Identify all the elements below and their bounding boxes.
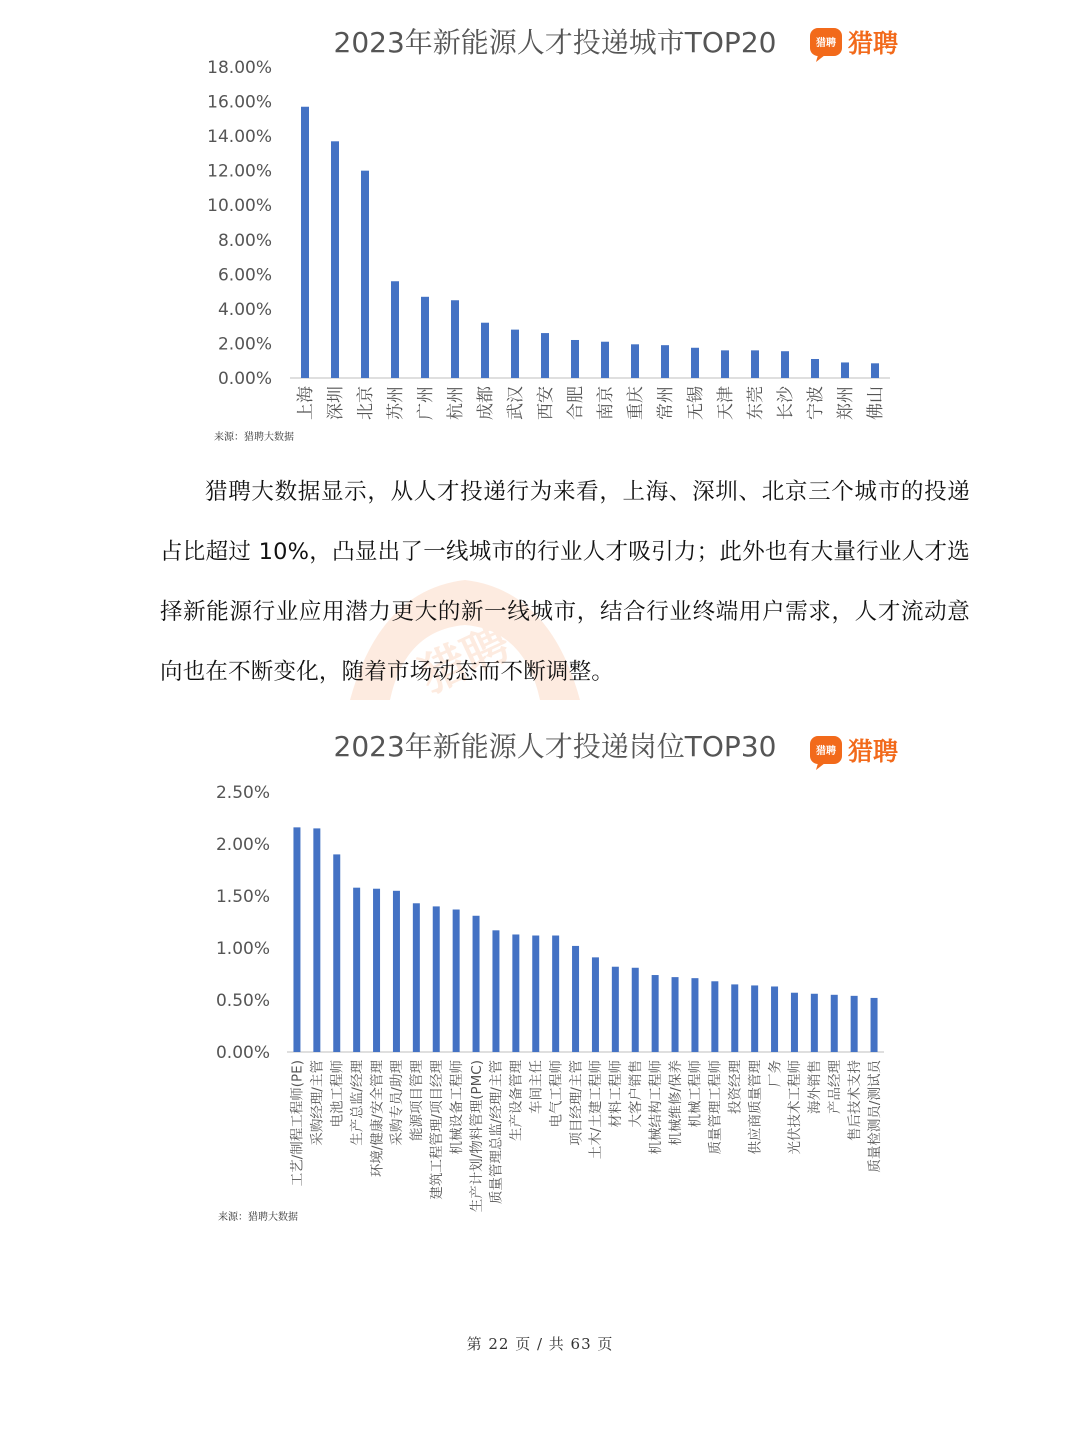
logo-badge-tail <box>816 763 825 770</box>
bar <box>572 946 579 1052</box>
bar <box>871 998 878 1052</box>
bar <box>811 359 819 378</box>
category-label: 苏州 <box>385 386 406 420</box>
y-tick-label: 0.50% <box>215 991 270 1011</box>
category-label: 机械维修/保养 <box>667 1060 684 1146</box>
category-label: 环境/健康/安全管理 <box>369 1060 386 1178</box>
bar <box>393 891 400 1052</box>
category-label: 生产设备管理 <box>508 1060 525 1141</box>
logo-badge-text: 猎聘 <box>816 746 836 757</box>
bar <box>331 141 339 378</box>
bar <box>481 323 489 378</box>
bar <box>672 977 679 1052</box>
bar <box>632 968 639 1052</box>
source-note: 来源：猎聘大数据 <box>218 1212 298 1223</box>
bar <box>771 986 778 1052</box>
watermark-text: 猎聘 <box>411 615 518 704</box>
category-label: 合肥 <box>565 386 586 420</box>
bar <box>313 828 320 1052</box>
bar <box>511 330 519 378</box>
page-footer: 第 22 页 / 共 63 页 <box>466 1335 614 1353</box>
category-label: 能源项目管理 <box>409 1060 426 1141</box>
category-label: 售后技术支持 <box>846 1060 863 1141</box>
bar <box>811 994 818 1052</box>
category-label: 杭州 <box>445 386 466 420</box>
category-label: 质量管理工程师 <box>707 1060 724 1155</box>
category-label: 投资经理 <box>727 1060 744 1114</box>
y-tick-label: 16.00% <box>207 92 272 113</box>
bar <box>492 930 499 1052</box>
bar <box>791 993 798 1052</box>
category-label: 西安 <box>535 386 556 420</box>
bar <box>451 300 459 378</box>
bar <box>361 171 369 378</box>
bar <box>871 363 879 378</box>
logo-badge-tail <box>816 55 825 62</box>
city-top20-chart <box>0 20 1080 450</box>
body-paragraph: 猎聘大数据显示，从人才投递行为来看，上海、深圳、北京三个城市的投递占比超过 10%，凸显出了一线城市的行业人才吸引力；此外也有大量行业人才选择新能源行业应用潜力更大的新一线城市，结合行业终端用户需求，人才流动意向也在不断变化，随着市场动态而不断调整。 <box>160 479 970 685</box>
bar <box>592 957 599 1052</box>
bar <box>532 936 539 1052</box>
bar <box>333 854 340 1052</box>
city-chart-svg <box>0 20 1080 450</box>
category-label: 质量检测员/测试员 <box>866 1060 883 1173</box>
category-label: 电气工程师 <box>548 1060 565 1128</box>
category-label: 材料工程师 <box>608 1060 625 1128</box>
y-tick-label: 8.00% <box>217 230 272 251</box>
position-chart-svg <box>0 722 1080 1232</box>
category-label: 郑州 <box>835 386 856 420</box>
liepin-logo <box>810 28 898 62</box>
y-tick-label: 4.00% <box>217 299 272 320</box>
bar <box>652 975 659 1052</box>
source-note: 来源：猎聘大数据 <box>214 432 294 443</box>
y-tick-label: 12.00% <box>207 161 272 182</box>
y-tick-label: 14.00% <box>207 127 272 148</box>
category-label: 武汉 <box>505 386 526 420</box>
category-label: 质量管理总监/经理/主管 <box>488 1060 505 1205</box>
y-tick-label: 2.50% <box>215 783 270 803</box>
bar <box>661 345 669 378</box>
category-label: 采购经理/主管 <box>309 1060 326 1146</box>
bar <box>851 996 858 1052</box>
category-label: 长沙 <box>775 386 796 420</box>
y-tick-label: 18.00% <box>207 58 272 78</box>
category-label: 无锡 <box>685 386 706 420</box>
category-label: 生产计划/物料管理(PMC) <box>468 1060 485 1213</box>
category-label: 天津 <box>715 386 736 420</box>
y-tick-label: 1.00% <box>215 939 270 959</box>
bar <box>571 340 579 378</box>
category-label: 产品经理 <box>826 1060 843 1114</box>
bar <box>601 342 609 378</box>
category-label: 机械结构工程师 <box>647 1060 664 1155</box>
bar <box>751 985 758 1052</box>
bar <box>413 903 420 1052</box>
category-label: 成都 <box>475 386 496 420</box>
category-label: 佛山 <box>865 386 886 420</box>
y-tick-label: 2.00% <box>217 334 272 355</box>
bar <box>612 967 619 1052</box>
bar <box>691 348 699 378</box>
bar <box>691 978 698 1052</box>
y-tick-label: 6.00% <box>217 265 272 286</box>
category-label: 电池工程师 <box>329 1060 346 1128</box>
category-label: 北京 <box>355 386 376 420</box>
logo-brand-text: 猎聘 <box>848 737 899 766</box>
bar <box>433 906 440 1052</box>
bar <box>751 350 759 378</box>
category-label: 项目经理/主管 <box>568 1060 585 1146</box>
bar <box>841 362 849 378</box>
category-label: 光伏技术工程师 <box>787 1060 804 1155</box>
bar <box>293 827 300 1052</box>
bar <box>421 297 429 378</box>
bar <box>301 107 309 378</box>
category-label: 重庆 <box>625 386 646 420</box>
y-tick-label: 2.00% <box>215 835 270 855</box>
bar <box>831 995 838 1052</box>
category-label: 上海 <box>295 386 316 420</box>
bar <box>552 936 559 1052</box>
category-label: 常州 <box>655 386 676 420</box>
category-label: 海外销售 <box>807 1060 824 1114</box>
category-label: 南京 <box>595 386 616 420</box>
bar <box>512 934 519 1052</box>
category-label: 生产总监/经理 <box>349 1060 366 1146</box>
category-label: 工艺/制程工程师(PE) <box>289 1060 306 1187</box>
bar <box>731 984 738 1052</box>
bar <box>631 344 639 378</box>
category-label: 广州 <box>415 386 436 420</box>
liepin-logo <box>810 736 898 770</box>
chart-title: 2023年新能源人才投递城市TOP20 <box>333 26 777 59</box>
category-label: 深圳 <box>325 386 346 420</box>
bar <box>473 916 480 1052</box>
y-tick-label: 10.00% <box>207 196 272 217</box>
logo-badge-text: 猎聘 <box>816 38 836 49</box>
y-tick-label: 0.00% <box>217 369 272 389</box>
bar <box>781 351 789 378</box>
bar <box>353 888 360 1052</box>
category-label: 厂务 <box>767 1060 784 1087</box>
bar <box>453 910 460 1052</box>
chart-title: 2023年新能源人才投递岗位TOP30 <box>333 730 777 763</box>
category-label: 供应商质量管理 <box>747 1060 764 1155</box>
bar <box>391 281 399 378</box>
category-label: 采购专员/助理 <box>389 1060 406 1146</box>
category-label: 建筑工程管理/项目经理 <box>428 1060 445 1200</box>
position-top30-chart <box>0 722 1080 1232</box>
bar <box>721 350 729 378</box>
bar <box>541 333 549 378</box>
y-tick-label: 0.00% <box>215 1043 270 1063</box>
category-label: 大客户销售 <box>627 1060 644 1128</box>
bar <box>711 981 718 1052</box>
category-label: 土木/土建工程师 <box>588 1060 605 1160</box>
category-label: 东莞 <box>745 386 766 420</box>
category-label: 机械设备工程师 <box>448 1060 465 1155</box>
category-label: 机械工程师 <box>687 1060 704 1128</box>
bar <box>373 889 380 1052</box>
logo-brand-text: 猎聘 <box>848 29 899 58</box>
category-label: 车间主任 <box>528 1060 545 1114</box>
y-tick-label: 1.50% <box>215 887 270 907</box>
category-label: 宁波 <box>805 386 826 420</box>
